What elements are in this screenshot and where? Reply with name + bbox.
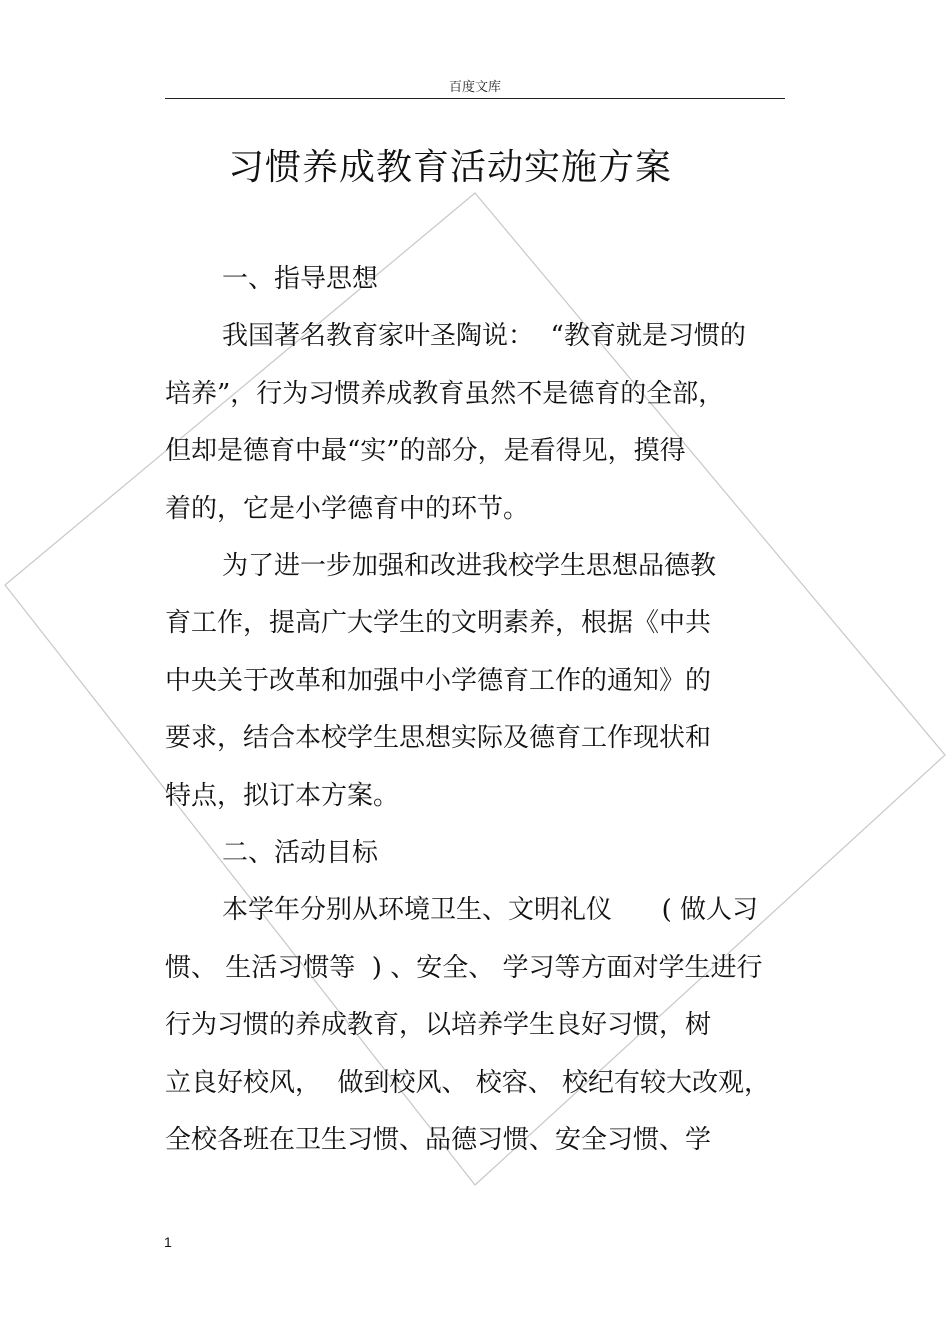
- paragraph-line: 惯、 生活习惯等 ) 、安全、 学习等方面对学生进行: [165, 953, 763, 983]
- paragraph-line: 为了进一步加强和改进我校学生思想品德教: [222, 551, 717, 581]
- paragraph-line: 本学年分别从环境卫生、文明礼仪 ( 做人习: [222, 895, 758, 925]
- document-title: 习惯养成教育活动实施方案: [227, 147, 672, 188]
- paragraph-line: 着的，它是小学德育中的环节。: [165, 494, 530, 524]
- paragraph-line: 中央关于改革和加强中小学德育工作的通知》的: [165, 666, 712, 696]
- page-header: 百度文库: [448, 80, 501, 95]
- paragraph-line: 行为习惯的养成教育，以培养学生良好习惯，树: [165, 1010, 712, 1040]
- paragraph-line: 特点，拟订本方案。: [165, 781, 400, 811]
- paragraph-line: 培养”，行为习惯养成教育虽然不是德育的全部，: [165, 379, 725, 409]
- section-heading-activity-goals: 二、活动目标: [222, 838, 379, 868]
- paragraph-line: 全校各班在卫生习惯、品德习惯、安全习惯、学: [165, 1125, 712, 1155]
- paragraph-line: 我国著名教育家叶圣陶说： “教育就是习惯的: [222, 321, 746, 351]
- paragraph-line: 要求，结合本校学生思想实际及德育工作现状和: [165, 723, 712, 753]
- page-number: 1: [164, 1234, 172, 1250]
- paragraph-line: 育工作，提高广大学生的文明素养，根据《中共: [165, 608, 712, 638]
- paragraph-line: 但却是德育中最“实”的部分，是看得见，摸得: [165, 436, 686, 466]
- paragraph-line: 立良好校风， 做到校风、 校容、 校纪有较大改观，: [165, 1068, 771, 1098]
- section-heading-guiding-ideology: 一、指导思想: [222, 264, 379, 294]
